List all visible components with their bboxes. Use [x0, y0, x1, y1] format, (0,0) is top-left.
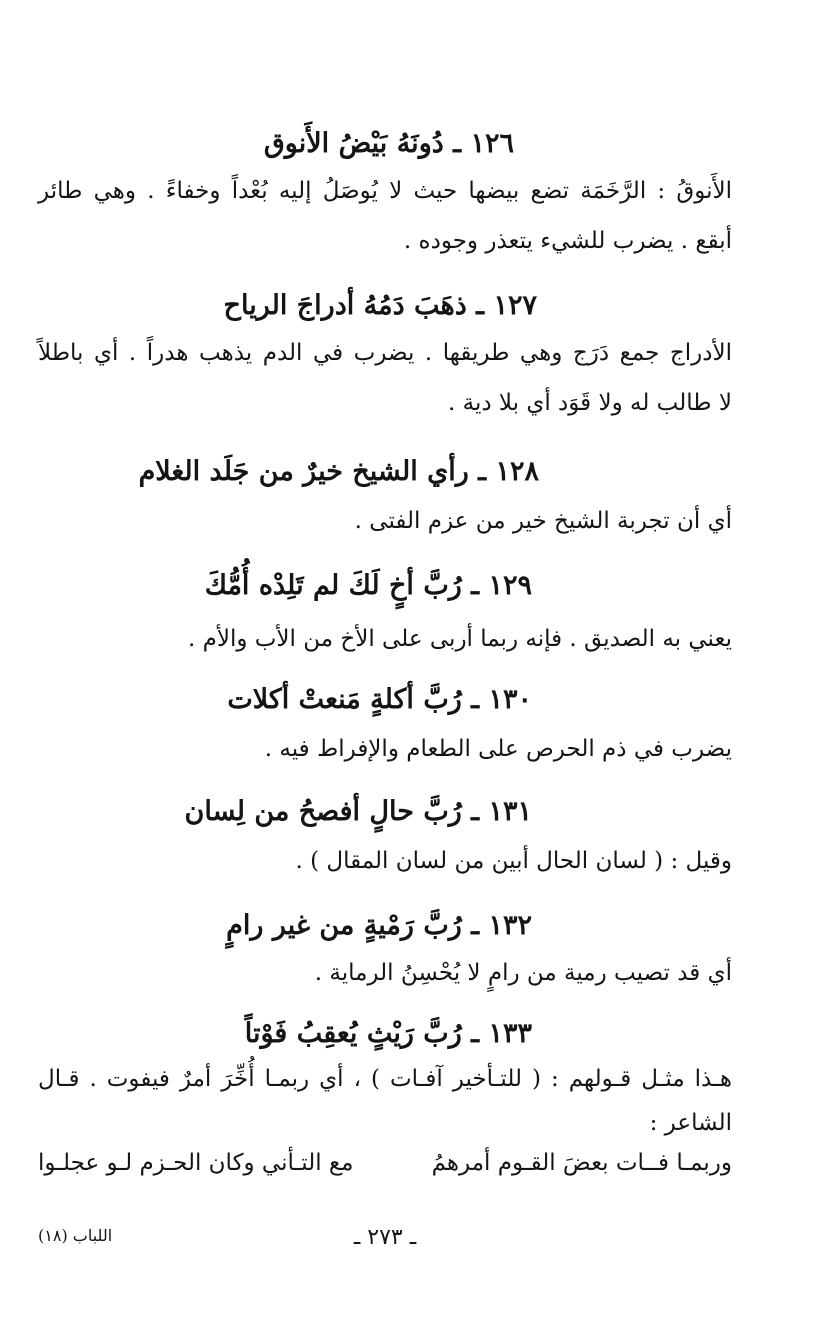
entry-126-line-2: أبقع . يضرب للشيء يتعذر وجوده . — [403, 228, 732, 254]
entry-133-line-1: هـذا مثـل قـولهم : ( للتـأخير آفـات ) ، أي ربمـا أُخِّرَ أمرٌ فيفوت . قـال — [38, 1066, 732, 1092]
entry-126-title: ١٢٦ ـ دُونَهُ بَيْضُ الأَنوق — [263, 128, 514, 159]
poem-first-hemistich: وربمـا فــات بعضَ القـوم أمرهمُ — [431, 1150, 732, 1176]
poem-second-hemistich: مع التـأني وكان الحـزم لـو عجلـوا — [38, 1150, 354, 1176]
entry-133-line-2: الشاعر : — [649, 1110, 732, 1136]
entry-127-line-2: لا طالب له ولا قَوَد أي بلا دية . — [448, 390, 732, 416]
entry-132-line-1: أي قد تصيب رمية من رامٍ لا يُحْسِنُ الرماية . — [314, 960, 732, 986]
entry-129-title: ١٢٩ ـ رُبَّ أخٍ لَكَ لم تَلِدْه أُمُّكَ — [204, 570, 532, 601]
entry-128-title: ١٢٨ ـ رأي الشيخ خيرٌ من جَلَد الغلام — [138, 456, 539, 487]
page-number: ـ ٢٧٣ ـ — [353, 1225, 417, 1250]
signature-mark: اللباب (١٨) — [38, 1226, 113, 1245]
entry-127-title: ١٢٧ ـ ذهَبَ دَمُهُ أدراجَ الرياح — [223, 290, 537, 321]
entry-131-line-1: وقيل : ( لسان الحال أبين من لسان المقال ) . — [295, 848, 732, 874]
entry-130-title: ١٣٠ ـ رُبَّ أكلةٍ مَنعتْ أكلات — [227, 684, 532, 715]
entry-129-line-1: يعني به الصديق . فإنه ربما أربى على الأخ من الأب والأم . — [187, 626, 732, 652]
entry-131-title: ١٣١ ـ رُبَّ حالٍ أفصحُ من لِسان — [184, 796, 532, 827]
entry-132-title: ١٣٢ ـ رُبَّ رَمْيةٍ من غير رامٍ — [226, 910, 532, 941]
entry-128-line-1: أي أن تجربة الشيخ خير من عزم الفتى . — [354, 508, 732, 534]
entry-133-title: ١٣٣ ـ رُبَّ رَيْثٍ يُعقِبُ فَوْتاً — [244, 1018, 532, 1049]
poem-verse — [38, 1150, 732, 1176]
entry-127-line-1: الأدراج جمع دَرَج وهي طريقها . يضرب في الدم يذهب هدراً . أي باطلاً — [38, 340, 732, 366]
entry-130-line-1: يضرب في ذم الحرص على الطعام والإفراط فيه . — [264, 736, 732, 762]
entry-126-line-1: الأَنوقُ : الرَّخَمَة تضع بيضها حيث لا يُوصَلُ إليه بُعْداً وخفاءً . وهي طائر — [38, 178, 732, 204]
